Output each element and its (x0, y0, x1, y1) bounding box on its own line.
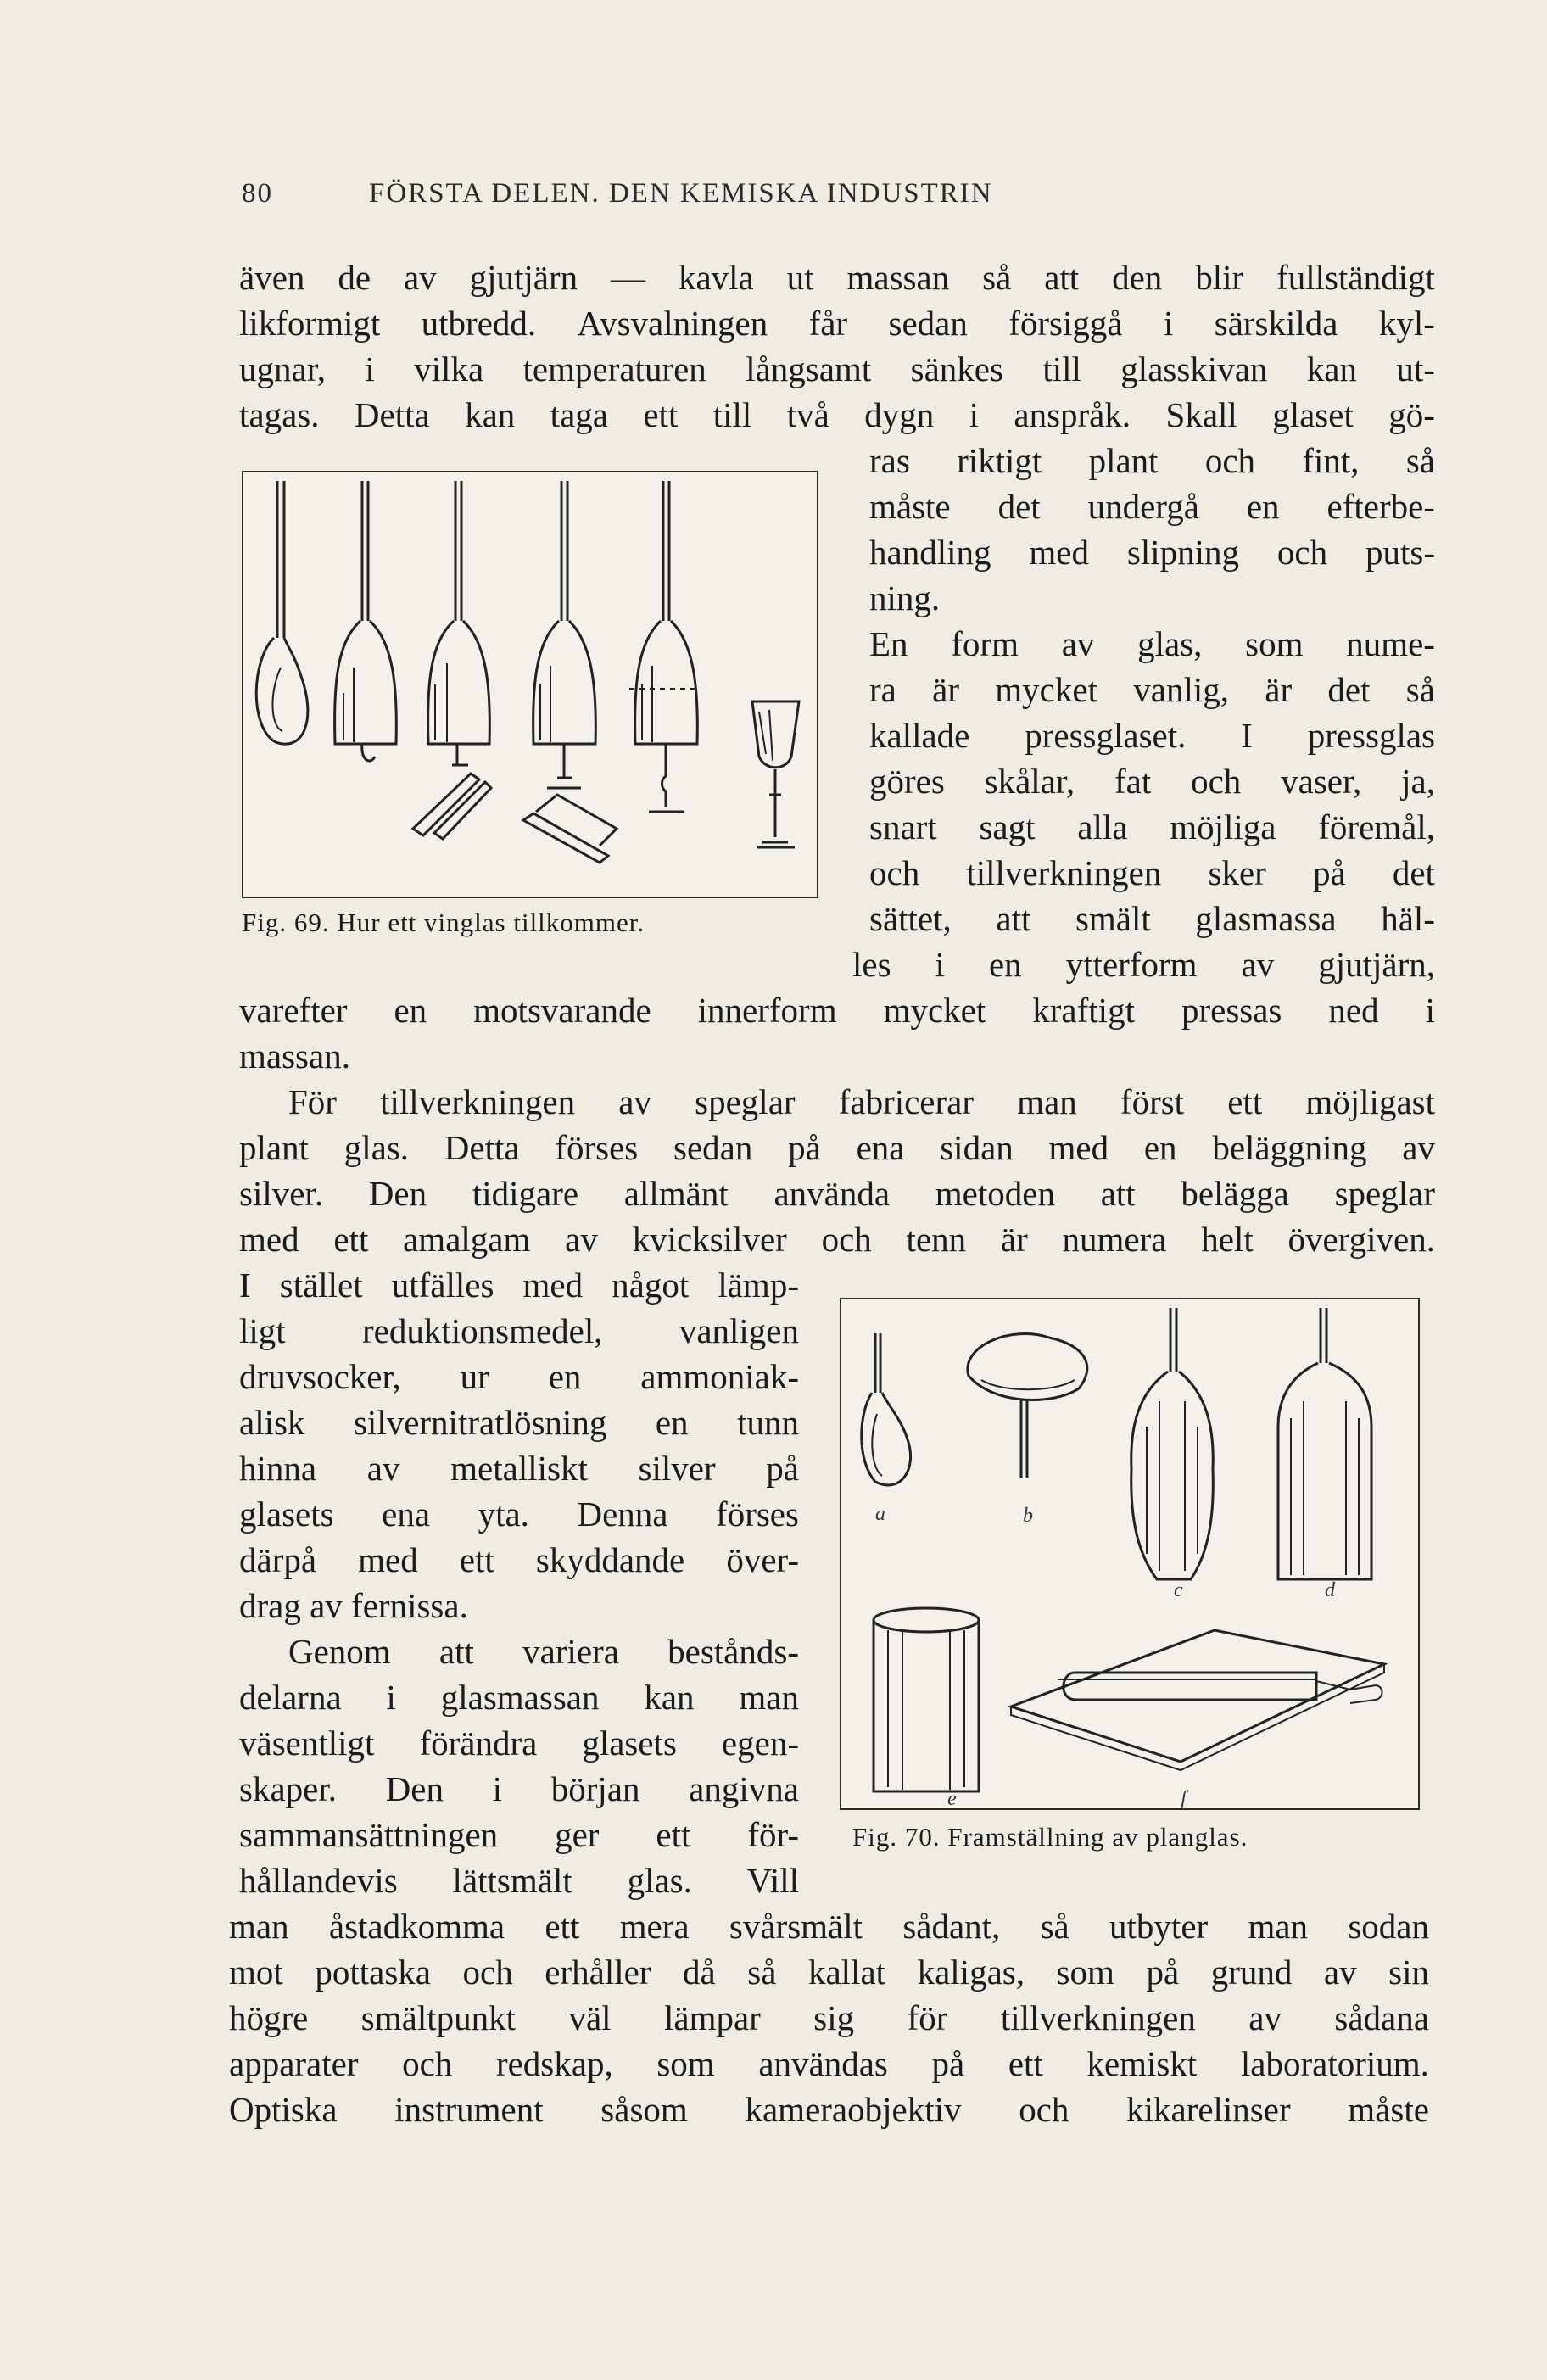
text-line: drag av fernissa. (239, 1586, 468, 1625)
figure-70 (840, 1298, 1420, 1810)
text-line: kallade pressglaset. I pressglas (869, 716, 1435, 755)
figure-69 (242, 471, 818, 898)
fig70-label-c: c (1174, 1579, 1183, 1601)
plate-glass-production-illustration (841, 1299, 1418, 1808)
text-line: göres skålar, fat och vaser, ja, (869, 762, 1435, 801)
text-line: snart sagt alla möjliga föremål, (869, 807, 1435, 846)
text-line: sättet, att smält glasmassa häl- (869, 899, 1435, 938)
text-line: därpå med ett skyddande över- (239, 1540, 799, 1579)
text-line: silver. Den tidigare allmänt använda metoden att belägga speglar (239, 1174, 1435, 1213)
text-line: man åstadkomma ett mera svårsmält sådant, så utbyter man sodan (229, 1907, 1429, 1946)
text-line: varefter en motsvarande innerform mycket kraftigt pressas ned i (239, 991, 1435, 1030)
fig70-label-b: b (1023, 1505, 1033, 1527)
text-line: mot pottaska och erhåller då så kallat kaligas, som på grund av sin (229, 1953, 1429, 1992)
text-line: ning. (869, 578, 941, 617)
text-line: druvsocker, ur en ammoniak- (239, 1357, 799, 1396)
text-line: Genom att variera bestånds- (288, 1632, 799, 1671)
text-line: handling med slipning och puts- (869, 533, 1435, 572)
page-number: 80 (242, 178, 273, 209)
text-line: ra är mycket vanlig, är det så (869, 670, 1435, 709)
text-line: hållandevis lättsmält glas. Vill (239, 1861, 799, 1900)
running-header (242, 178, 1217, 210)
text-line: och tillverkningen sker på det (869, 853, 1435, 892)
text-line: plant glas. Detta förses sedan på ena sidan med en beläggning av (239, 1128, 1435, 1167)
fig70-label-f: f (1181, 1788, 1187, 1808)
wineglass-stages-illustration (243, 472, 817, 897)
text-line: delarna i glasmassan kan man (239, 1678, 799, 1717)
text-line: ligt reduktionsmedel, vanligen (239, 1311, 799, 1350)
text-line: glasets ena yta. Denna förses (239, 1494, 799, 1534)
text-line: les i en ytterform av gjutjärn, (852, 945, 1435, 984)
text-line: alisk silvernitratlösning en tunn (239, 1403, 799, 1442)
text-line: I stället utfälles med något lämp- (239, 1265, 799, 1305)
text-line: även de av gjutjärn — kavla ut massan så att den blir fullständigt (239, 258, 1435, 297)
text-line: apparater och redskap, som användas på ett kemiskt laboratorium. (229, 2044, 1429, 2083)
text-line: En form av glas, som nume- (869, 624, 1435, 663)
figure-70-caption: Fig. 70. Framställning av planglas. (852, 1822, 1248, 1852)
text-line: med ett amalgam av kvicksilver och tenn är numera helt övergiven. (239, 1220, 1435, 1259)
text-line: väsentligt förändra glasets egen- (239, 1724, 799, 1763)
running-title: FÖRSTA DELEN. DEN KEMISKA INDUSTRIN (369, 178, 993, 209)
fig70-label-d: d (1325, 1579, 1335, 1601)
text-line: ras riktigt plant och fint, så (869, 441, 1435, 480)
text-line: Optiska instrument såsom kameraobjektiv och kikarelinser måste (229, 2090, 1429, 2129)
text-line: För tillverkningen av speglar fabricerar man först ett möjligast (288, 1082, 1435, 1121)
text-line: massan. (239, 1036, 350, 1075)
text-line: hinna av metalliskt silver på (239, 1449, 799, 1488)
text-line: sammansättningen ger ett för- (239, 1815, 799, 1854)
fig70-label-a: a (875, 1503, 885, 1525)
figure-69-caption: Fig. 69. Hur ett vinglas tillkommer. (242, 908, 645, 937)
text-line: tagas. Detta kan taga ett till två dygn i anspråk. Skall glaset gö- (239, 395, 1435, 434)
text-line: måste det undergå en efterbe- (869, 487, 1435, 526)
text-line: skaper. Den i början angivna (239, 1769, 799, 1808)
text-line: likformigt utbredd. Avsvalningen får sedan försiggå i särskilda kyl- (239, 304, 1435, 343)
fig70-label-e: e (947, 1788, 957, 1808)
text-line: högre smältpunkt väl lämpar sig för tillverkningen av sådana (229, 1998, 1429, 2037)
text-line: ugnar, i vilka temperaturen långsamt sänkes till glasskivan kan ut- (239, 349, 1435, 388)
